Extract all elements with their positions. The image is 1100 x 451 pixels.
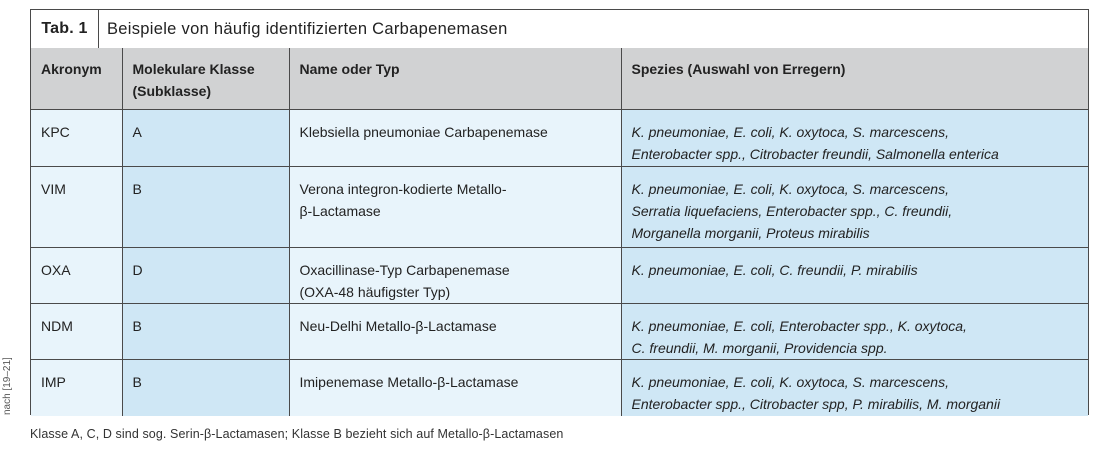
cell-spezies: K. pneumoniae, E. coli, K. oxytoca, S. marcescens, Enterobacter spp., Citrobacter spp, P. mirabilis, M. morganii [621,359,1088,416]
cell-name: Oxacillinase-Typ Carbapenemase (OXA-48 häufigster Typ) [289,247,621,303]
footnote: Klasse A, C, D sind sog. Serin-β-Lactamasen; Klasse B bezieht sich auf Metallo-β-Lactamasen [30,427,564,441]
cell-spezies: K. pneumoniae, E. coli, C. freundii, P. mirabilis [621,247,1088,303]
table-number: Tab. 1 [31,10,99,48]
cell-name: Imipenemase Metallo-β-Lactamase [289,359,621,416]
carbapenemase-table [31,48,1088,416]
cell-acronym: OXA [31,247,122,303]
source-note: nach [19–21] [2,357,13,415]
table-row [31,109,1088,166]
cell-spezies: K. pneumoniae, E. coli, K. oxytoca, S. marcescens, Serratia liquefaciens, Enterobacter spp., C. freundii, Morganella morganii, Proteus mirabilis [621,166,1088,247]
cell-acronym: NDM [31,303,122,359]
table-row [31,247,1088,303]
cell-klasse: B [122,166,289,247]
table-title: Beispiele von häufig identifizierten Carbapenemasen [107,19,508,38]
table-row [31,166,1088,247]
header-spezies: Spezies (Auswahl von Erregern) [621,48,1088,109]
cell-name: Klebsiella pneumoniae Carbapenemase [289,109,621,166]
cell-klasse: A [122,109,289,166]
header-row [31,48,1088,109]
cell-name: Neu-Delhi Metallo-β-Lactamase [289,303,621,359]
cell-klasse: B [122,303,289,359]
cell-spezies: K. pneumoniae, E. coli, K. oxytoca, S. marcescens, Enterobacter spp., Citrobacter freundii, Salmonella enterica [621,109,1088,166]
table-row [31,303,1088,359]
cell-acronym: KPC [31,109,122,166]
cell-klasse: B [122,359,289,416]
table-frame [30,9,1089,415]
cell-klasse: D [122,247,289,303]
cell-spezies: K. pneumoniae, E. coli, Enterobacter spp., K. oxytoca, C. freundii, M. morganii, Providencia spp. [621,303,1088,359]
header-molekulare-klasse: Molekulare Klasse (Subklasse) [122,48,289,109]
table-row [31,359,1088,416]
table-caption [31,10,1088,49]
header-akronym: Akronym [31,48,122,109]
cell-acronym: IMP [31,359,122,416]
cell-acronym: VIM [31,166,122,247]
cell-name: Verona integron-kodierte Metallo- β-Lactamase [289,166,621,247]
header-name-oder-typ: Name oder Typ [289,48,621,109]
